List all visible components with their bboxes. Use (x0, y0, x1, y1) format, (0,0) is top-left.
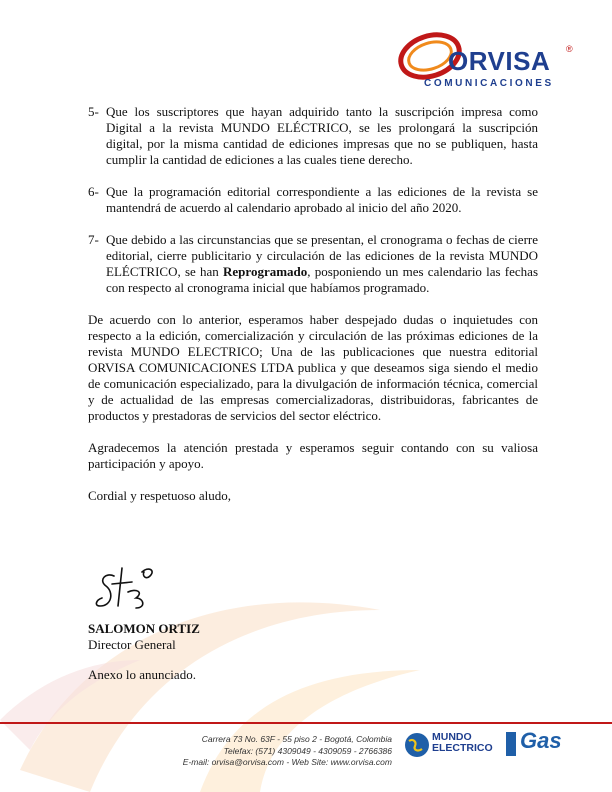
list-item (88, 184, 538, 216)
footer-divider (0, 722, 612, 724)
globe-icon (404, 732, 430, 758)
item-number: 7- (88, 232, 99, 247)
item-text-continued: , posponiendo un mes calendario las fechas con respecto al cronograma inicial que habíamos programado. (106, 264, 539, 295)
list-item (88, 232, 538, 296)
gas-logo (506, 728, 592, 764)
item-text: Que la programación editorial correspondiente a las ediciones de la revista se mantendrá de acuerdo al calendario aprobado al inicio del año 2020. (106, 184, 538, 215)
footer-phone: Telefax: (571) 4309049 - 4309059 - 2766386 (223, 745, 392, 756)
signer-block (88, 621, 200, 653)
signer-name: SALOMON ORTIZ (88, 621, 200, 636)
logo-name: ORVISA (448, 46, 551, 76)
orvisa-logo (396, 28, 592, 100)
item-text: Que debido a las circunstancias que se presentan, el cronograma o fechas de cierre editorial, cierre publicitario y circulación de las ediciones de la revista MUNDO ELÉCTRICO, se han (106, 232, 538, 279)
paragraph: Agradecemos la atención prestada y esperamos seguir contando con su valiosa participación y apoyo. (88, 440, 538, 471)
mundo-line-2: ELECTRICO (432, 742, 493, 754)
footer-web: E-mail: orvisa@orvisa.com - Web Site: www.orvisa.com (182, 757, 392, 767)
gas-logo-bar (506, 732, 516, 756)
logo-subtitle: COMUNICACIONES (424, 78, 554, 89)
gas-logo-text: Gas (520, 728, 562, 753)
item-number: 5- (88, 104, 99, 119)
letter-body (88, 104, 538, 520)
logo-registered-mark: ® (566, 44, 573, 54)
closing-salutation: Cordial y respetuoso aludo, (88, 488, 231, 503)
mundo-electrico-logo (404, 728, 500, 764)
annex-note: Anexo lo anunciado. (88, 667, 196, 682)
item-number: 6- (88, 184, 99, 199)
footer-contact (140, 734, 392, 769)
handwritten-signature (92, 562, 162, 618)
item-text: Que los suscriptores que hayan adquirido tanto la suscripción impresa como Digital a la revista MUNDO ELÉCTRICO, se les prolongará la suscripción digital, por la misma cantidad de ediciones impresas que no se publiquen, hasta cumplir la cantidad de ediciones a las cuales tiene derecho. (106, 104, 538, 167)
paragraph: De acuerdo con lo anterior, esperamos haber despejado dudas o inquietudes con respecto a la edición, comercialización y circulación de las próximas ediciones de la revista MUNDO ELECTRICO; Una de las publicaciones que nuestra editorial ORVISA COMUNICACIONES LTDA publica y que deseamos siga siendo el medio de comunicación especializado, para la divulgación de información técnica, comercial y de actualidad de las empresas comercializadoras, distribuidoras, fabricantes de productos y prestadoras de servicios del sector eléctrico. (88, 312, 538, 423)
list-item (88, 104, 538, 168)
item-bold-text: Reprogramado (223, 264, 308, 279)
mundo-electrico-text (432, 732, 493, 754)
mundo-line-1: MUNDO (432, 731, 472, 743)
footer-address: Carrera 73 No. 63F - 55 piso 2 - Bogotá, Colombia (201, 734, 392, 744)
signer-title: Director General (88, 637, 176, 652)
